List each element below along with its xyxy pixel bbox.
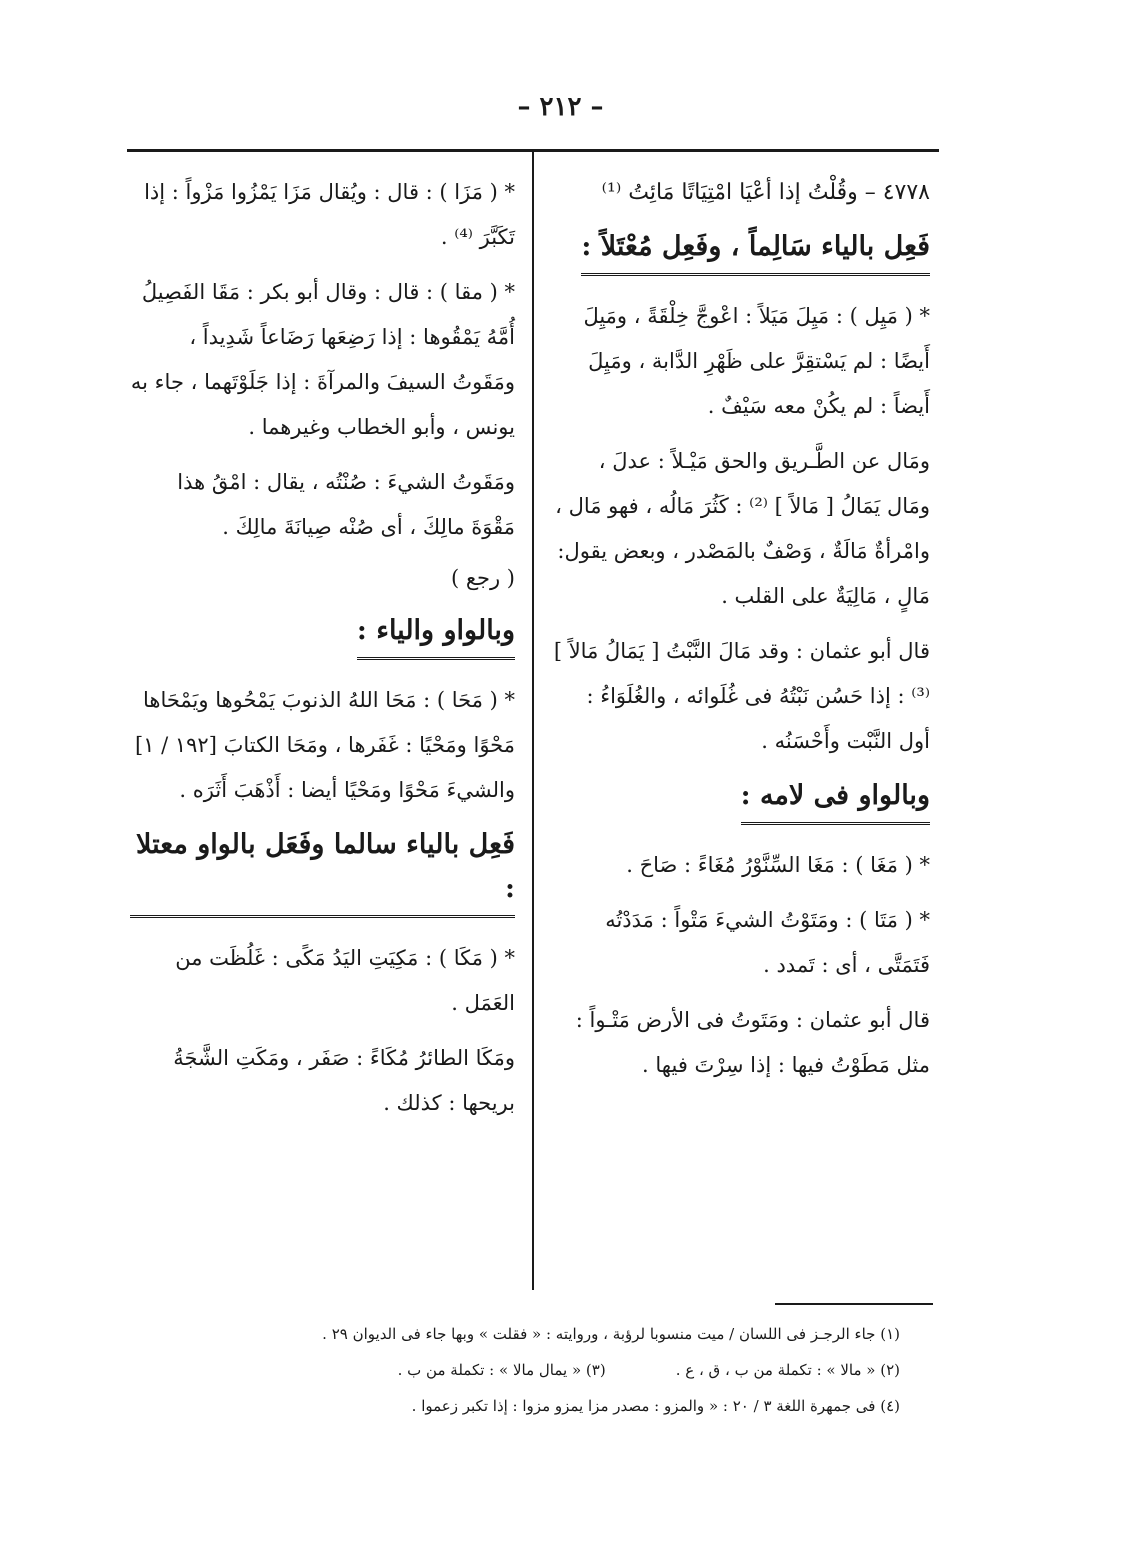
page-number: – ٢١٢ – [517, 92, 604, 122]
entry-paragraph: * ( مقا ) : قال : وقال أبو بكر : مَقَا الفَصِيلُ أُمَّهُ يَمْقُوها : إذا رَضِعَها رَضَاعاً شَدِيداً ، ومَقَوتُ السيفَ والمرآةَ : إذا جَلَوْتَهما ، جاء به يونس ، وأبو الخطاب وغيرهما . [130, 280, 515, 439]
entry-paragraph: * ( مَتَا ) : ومَتَوْتُ الشيءَ مَتْواً : مَدَدْتُه فَتَمَتَّى ، أى : تَمدد . [605, 908, 930, 977]
entry-paragraph: * ( مَزَا ) : قال : ويُقال مَزَا يَمْزُوا مَزْواً : إذا تَكَبَّرَ ⁽⁴⁾ . [144, 180, 515, 249]
section-heading [550, 225, 930, 276]
column-divider [532, 152, 534, 1290]
section-end-note: ( رجع ) [450, 566, 515, 590]
entry-paragraph: * ( مَحَا ) : مَحَا اللهُ الذنوبَ يَمْحُوها ويَمْحَاها مَحْوًا ومَحْيًا : غَفَرها ، ومَحَا الكتابَ [١٩٢ / ١] والشيءَ مَحْوًا ومَحْيًا أيضا : أَذْهَبَ أَثَرَه . [134, 688, 515, 802]
entry-paragraph: * ( مَكَا ) : مَكِيَتِ اليَدُ مَكًى : غَلُظَت من العَمَل . [175, 946, 515, 1015]
section-heading [130, 609, 515, 660]
entry-paragraph: قال أبو عثمان : ومَتَوتُ فى الأرض مَتْـواً : مثل مَطَوْتُ فيها : إذا سِرْتَ فيها . [575, 1008, 930, 1077]
heading-text: وبالواو فى لامه : [741, 774, 930, 825]
footnote: (١) جاء الرجـز فى اللسان / ميت منسوبا لرؤبة ، وروايته : « فقلت » وبها جاء فى الديوان ٢٩ . [322, 1325, 900, 1343]
footnote-row [180, 1352, 900, 1388]
footnote: (٣) « يمال مالا » : تكملة من ب . [397, 1361, 606, 1379]
verse-line: ٤٧٧٨ – وقُلْتُ إذا أعْيَا امْتِيَاتًا مَائِتُ ⁽¹⁾ [601, 180, 930, 205]
entry-paragraph: * ( مَغَا ) : مَغَا السِّنَّوْرُ مُغَاءً : صَاحَ . [626, 853, 930, 877]
entry-paragraph: قال أبو عثمان : وقد مَالَ النَّبْتُ [ يَمَالُ مَالاً ] ⁽³⁾ : إذا حَسُن نَبْتُهُ فى غُلَوائه ، والغُلَوَاءُ : أول النَّبْت وأَحْسَنُه . [553, 639, 930, 753]
heading-text: وبالواو والياء : [357, 609, 515, 660]
right-column [550, 170, 930, 1098]
left-column [130, 170, 515, 1136]
entry-paragraph: * ( مَيِل ) : مَيِلَ مَيَلاً : اعْوجَّ خِلْقَةً ، ومَيِلَ أَيضًا : لم يَسْتقِرَّ على ظَهْرِ الدَّابة ، ومَيِلَ أَيضاً : لم يكُنْ معه سَيْفٌ . [583, 304, 930, 418]
heading-text: فَعِل بالياء سَالِماً ، وفَعِل مُعْتَلاً : [581, 225, 930, 276]
entry-paragraph: ومَقَوتُ الشيءَ : صُنْتُه ، يقال : امْقُ هذا مَقْوَةَ مالِكَ ، أى صُنْه صِيانَةَ مالِكَ . [177, 470, 515, 539]
footnote-rule [775, 1303, 933, 1305]
footnote: (٤) فى جمهرة اللغة ٣ / ٢٠ : « والمزو : مصدر مزا يمزو مزوا : إذا تكبر زعموا . [411, 1397, 900, 1415]
entry-paragraph: ومَال عن الطَّـريق والحق مَيْـلاً : عدلَ ، ومَال يَمَالُ [ مَالاً ] ⁽²⁾ : كَثُرَ مَالُه ، فهو مَال ، وامْرأةٌ مَالَةٌ ، وَصْفٌ بالمَصْدر ، وبعض يقول: مَالٍ ، مَالِيَةٌ على القلب . [555, 449, 930, 608]
section-heading [550, 774, 930, 825]
heading-text: فَعِل بالياء سالما وفَعَل بالواو معتلا : [130, 823, 515, 918]
footnote: (٢) « مالا » : تكملة من ب ، ق ، ع . [675, 1361, 900, 1379]
section-heading [130, 823, 515, 918]
footnotes [180, 1316, 900, 1424]
entry-paragraph: ومَكَا الطائرُ مُكَاءً : صَفَر ، ومَكَتِ الشَّجَةُ بريحها : كذلك . [173, 1046, 515, 1115]
